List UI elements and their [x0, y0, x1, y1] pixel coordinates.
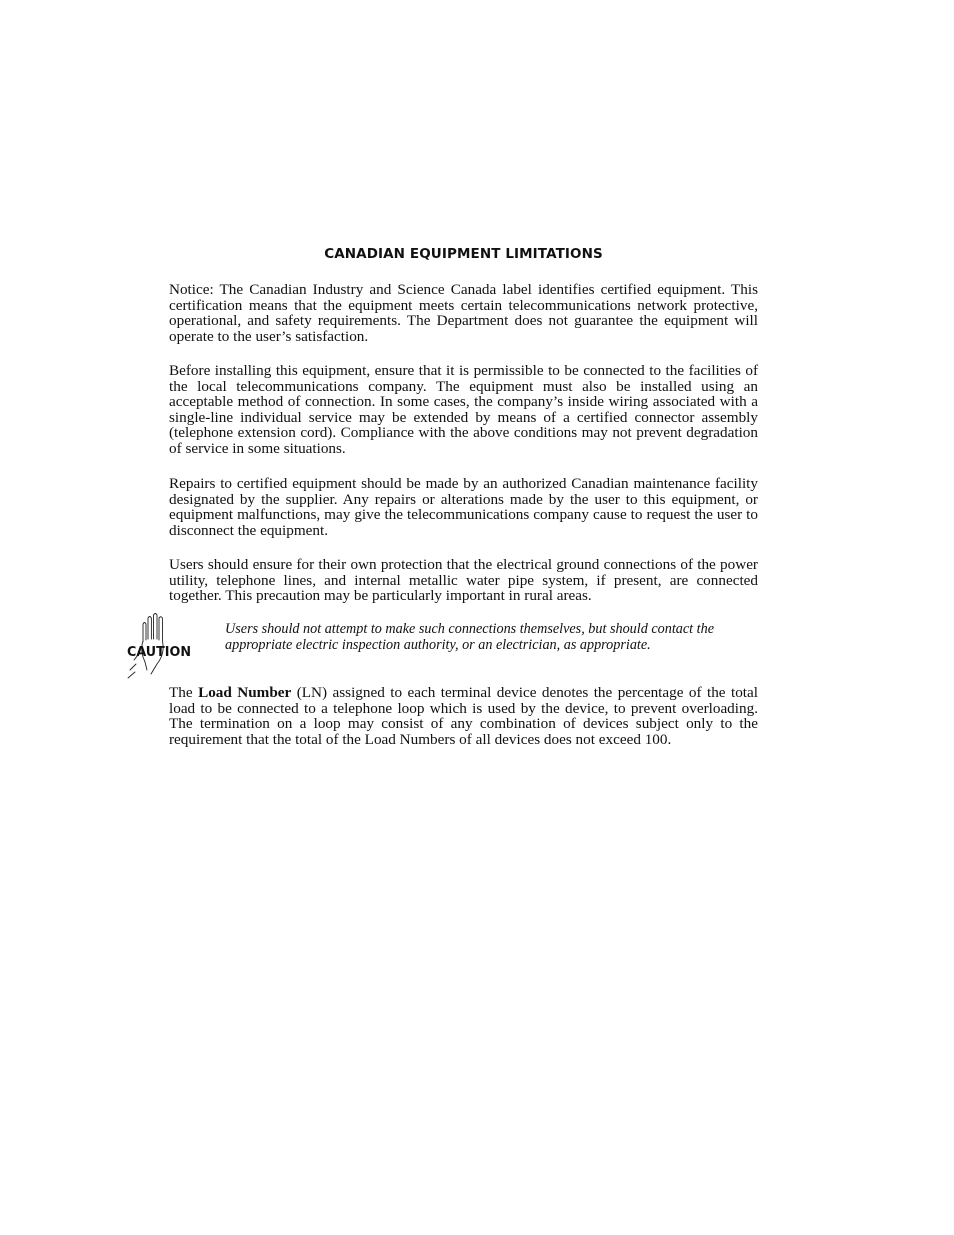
caution-text: Users should not attempt to make such connections themselves, but should contact the appropriate electric inspection authority, or an electrician, as appropriate.	[225, 621, 714, 653]
caution-hand-icon	[127, 612, 197, 682]
document-page	[127, 0, 758, 1235]
load-number-term: Load Number	[198, 684, 292, 701]
section-heading: CANADIAN EQUIPMENT LIMITATIONS	[324, 246, 603, 262]
notice-paragraph: Notice: The Canadian Industry and Science Canada label identifies certified equipment. This certification means that the equipment meets certain telecommunications network protective, operational, and safety requirements. The Department does not guarantee the equipment will operate to the user’s satisfaction.	[169, 281, 758, 345]
load-number-body: (LN) assigned to each terminal device denotes the percentage of the total load to be connected to a telephone loop which is used by the device, to prevent overloading. The termination on a loop may consist of any combination of devices subject only to the requirement that the total of the Load Numbers of all devices does not exceed 100.	[169, 684, 758, 748]
load-number-prefix: The	[169, 684, 199, 701]
installation-paragraph: Before installing this equipment, ensure that it is permissible to be connected to the facilities of the local telecommunications company. The equipment must also be installed using an acceptable method of connection. In some cases, the company’s inside wiring associated with a single-line individual service may be extended by means of a certified connector assembly (telephone extension cord). Compliance with the above conditions may not prevent degradation of service in some situations.	[169, 362, 758, 457]
caution-label: CAUTION	[127, 644, 191, 660]
repairs-paragraph: Repairs to certified equipment should be made by an authorized Canadian maintenance facility designated by the supplier. Any repairs or alterations made by the user to this equipment, or equipment malfunctions, may give the telecommunications company cause to request the user to disconnect the equipment.	[169, 475, 758, 539]
load-number-paragraph	[169, 685, 758, 747]
grounding-paragraph: Users should ensure for their own protection that the electrical ground connections of the power utility, telephone lines, and internal metallic water pipe system, if present, are connected together. This precaution may be particularly important in rural areas.	[169, 556, 758, 605]
caution-callout	[127, 612, 758, 682]
